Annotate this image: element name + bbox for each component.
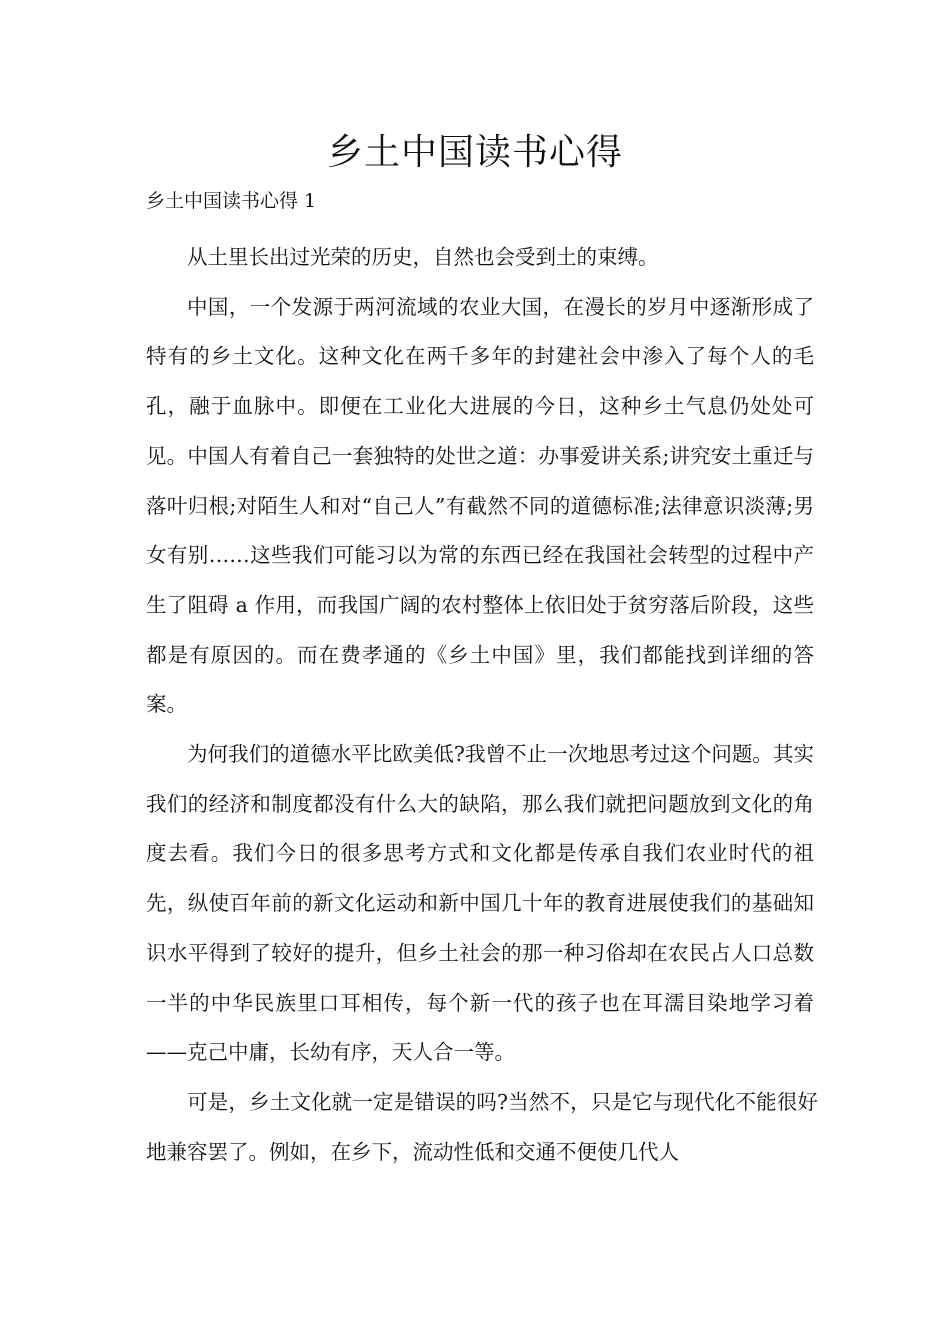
paragraph-4: 可是，乡土文化就一定是错误的吗?当然不，只是它与现代化不能很好地兼容罢了。例如，在乡下，流动性低和交通不便使几代人 bbox=[146, 1089, 818, 1164]
document-title: 乡土中国读书心得 bbox=[326, 132, 623, 173]
document-body bbox=[146, 233, 818, 1177]
paragraph-2: 中国，一个发源于两河流域的农业大国，在漫长的岁月中逐渐形成了特有的乡土文化。这种文化在两千多年的封建社会中渗入了每个人的毛孔，融于血脉中。即便在工业化大进展的今日，这种乡土气息仍处处可见。中国人有着自己一套独特的处世之道：办事爱讲关系;讲究安土重迁与落叶归根;对陌生人和对“自己人”有截然不同的道德标准;法律意识淡薄;男女有别……这些我们可能习以为常的东西已经在我国社会转型的过程中产生了阻碍 a 作用，而我国广阔的农村整体上依旧处于贫穷落后阶段，这些都是有原因的。而在费孝通的《乡土中国》里，我们都能找到详细的答案。 bbox=[146, 294, 814, 717]
section-heading: 乡土中国读书心得 1 bbox=[146, 190, 317, 212]
paragraph-3: 为何我们的道德水平比欧美低?我曾不止一次地思考过这个问题。其实我们的经济和制度都没有什么大的缺陷，那么我们就把问题放到文化的角度去看。我们今日的很多思考方式和文化都是传承自我们农业时代的祖先，纵使百年前的新文化运动和新中国几十年的教育进展使我们的基础知识水平得到了较好的提升，但乡土社会的那一种习俗却在农民占人口总数一半的中华民族里口耳相传，每个新一代的孩子也在耳濡目染地学习着——克己中庸，长幼有序，天人合一等。 bbox=[146, 742, 814, 1065]
paragraph-1: 从土里长出过光荣的历史，自然也会受到土的束缚。 bbox=[187, 245, 659, 269]
